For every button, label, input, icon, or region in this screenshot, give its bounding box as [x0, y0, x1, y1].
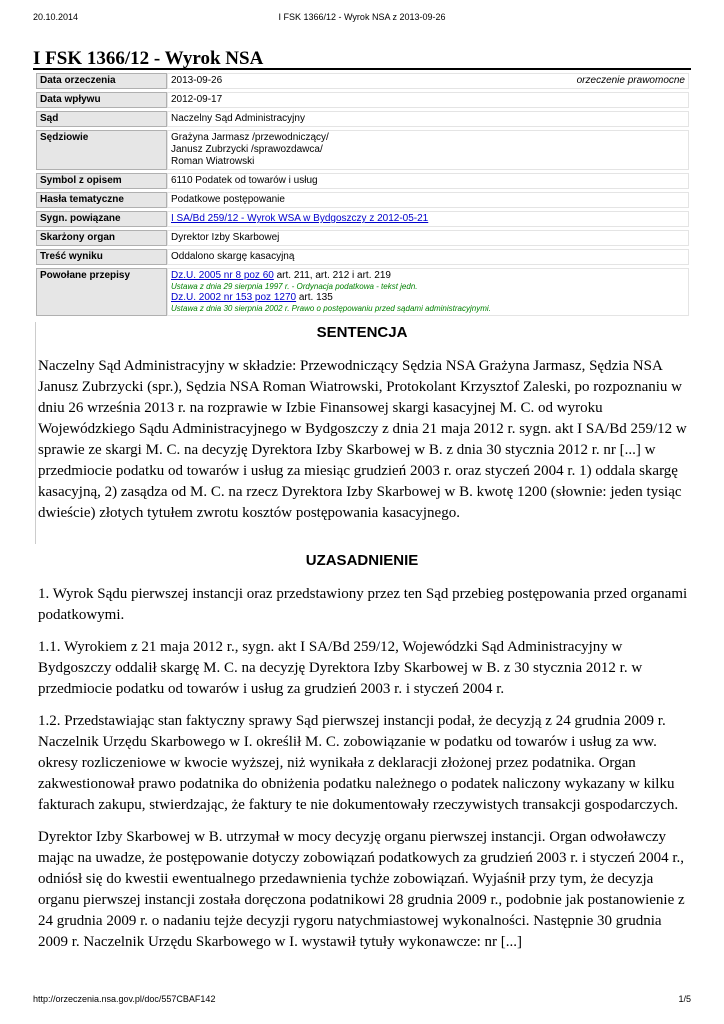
row-data-orzeczenia	[36, 73, 689, 89]
related-case-link[interactable]: I SA/Bd 259/12 - Wyrok WSA w Bydgoszczy z 2012-05-21	[171, 213, 429, 224]
page-url: http://orzeczenia.nsa.gov.pl/doc/557CBAF142	[33, 994, 216, 1004]
label-sedziowie: Sędziowie	[36, 130, 167, 170]
judge-name: Janusz Zubrzycki /sprawozdawca/	[171, 144, 323, 155]
label-data-wplywu: Data wpływu	[36, 92, 167, 108]
value-hasla: Podatkowe postępowanie	[167, 192, 689, 208]
page-title: I FSK 1366/12 - Wyrok NSA	[33, 48, 264, 69]
row-sygn	[36, 211, 689, 227]
label-sygn: Sygn. powiązane	[36, 211, 167, 227]
provision-link[interactable]: Dz.U. 2005 nr 8 poz 60	[171, 270, 274, 281]
value-symbol: 6110 Podatek od towarów i usług	[167, 173, 689, 189]
paragraph: 1.1. Wyrokiem z 21 maja 2012 r., sygn. akt I SA/Bd 259/12, Wojewódzki Sąd Administracyjny w Bydgoszczy oddalił skargę M. C. na decyzję Dyrektora Izby Skarbowej w B. z 30 stycznia 2012 r. w przedmiocie podatku od towarów i usług za grudzień 2003 r. i styczeń 2004 r.	[38, 639, 643, 697]
row-sedziowie	[36, 130, 689, 170]
provision-articles: art. 211, art. 212 i art. 219	[273, 270, 391, 281]
print-date: 20.10.2014	[33, 12, 79, 22]
label-data-orzeczenia: Data orzeczenia	[36, 73, 167, 89]
status-badge: orzeczenie prawomocne	[576, 75, 685, 86]
row-przepisy	[36, 268, 689, 316]
paragraph: 1. Wyrok Sądu pierwszej instancji oraz przedstawiony przez ten Sąd przebieg postępowania przed organami podatkowymi.	[38, 586, 688, 623]
provision-item	[171, 270, 685, 292]
label-organ: Skarżony organ	[36, 230, 167, 246]
value-data-wplywu: 2012-09-17	[167, 92, 689, 108]
row-symbol	[36, 173, 689, 189]
sentencja-text: Naczelny Sąd Administracyjny w składzie: Przewodniczący Sędzia NSA Grażyna Jarmasz, Sędzia NSA Janusz Zubrzycki (spr.), Sędzia NSA Roman Wiatrowski, Protokolant Krzysztof Zaleski, po rozpoznaniu w dniu 26 września 2013 r. na rozprawie w Izbie Finansowej skargi kasacyjnej M. C. od wyroku Wojewódzkiego Sądu Administracyjnego w Bydgoszczy z dnia 21 maja 2012 r. sygn. akt I SA/Bd 259/12 w sprawie ze skargi M. C. na decyzję Dyrektora Izby Skarbowej w B. z dnia 30 stycznia 2012 r. nr [...] w przedmiocie podatku od towarów i usług za miesiąc grudzień 2003 r. oraz styczeń 2004 r. 1) oddala skargę kasacyjną, 2) zasądza od M. C. na rzecz Dyrektora Izby Skarbowej w B. kwotę 1200 (słownie: jeden tysiąc dwieście) złotych tytułem zwrotu kosztów postępowania kasacyjnego.	[38, 358, 687, 521]
page-number: 1/5	[678, 994, 691, 1004]
row-wynik	[36, 249, 689, 265]
value-sad: Naczelny Sąd Administracyjny	[167, 111, 689, 127]
provision-articles: art. 135	[296, 292, 333, 303]
row-organ	[36, 230, 689, 246]
uzasadnienie-heading: UZASADNIENIE	[305, 552, 419, 569]
label-przepisy: Powołane przepisy	[36, 268, 167, 316]
provision-note: Ustawa z dnia 29 sierpnia 1997 r. - Ordynacja podatkowa - tekst jedn.	[171, 282, 418, 291]
value-organ: Dyrektor Izby Skarbowej	[167, 230, 689, 246]
label-sad: Sąd	[36, 111, 167, 127]
print-title: I FSK 1366/12 - Wyrok NSA z 2013-09-26	[278, 12, 446, 22]
row-data-wplywu	[36, 92, 689, 108]
judge-name: Grażyna Jarmasz /przewodniczący/	[171, 132, 329, 143]
label-hasla: Hasła tematyczne	[36, 192, 167, 208]
sentencja-section	[38, 356, 690, 535]
value-wynik: Oddalono skargę kasacyjną	[167, 249, 689, 265]
row-sad	[36, 111, 689, 127]
value-data-orzeczenia: 2013-09-26	[171, 75, 223, 86]
section-divider-line	[35, 322, 36, 544]
metadata-table	[36, 70, 689, 319]
provision-link[interactable]: Dz.U. 2002 nr 153 poz 1270	[171, 292, 297, 303]
sentencja-heading: SENTENCJA	[316, 324, 408, 341]
label-wynik: Treść wyniku	[36, 249, 167, 265]
row-hasla	[36, 192, 689, 208]
provision-item	[171, 292, 685, 314]
paragraph: Dyrektor Izby Skarbowej w B. utrzymał w mocy decyzję organu pierwszej instancji. Organ odwoławczy mając na uwadze, że postępowanie dotyczy zobowiązań podatkowych za grudzień 2003 r. i styczeń 2004 r., odniósł się do kwestii ewentualnego przedawnienia tychże zobowiązań. Wyjaśnił przy tym, że decyzja organu pierwszej instancji została doręczona podatnikowi 28 grudnia 2009 r., podobnie jak postanowienie z 24 grudnia 2009 r. o nadaniu tejże decyzji rygoru natychmiastowej wykonalności. Następnie 30 grudnia 2009 r. Naczelnik Urzędu Skarbowego w I. wystawił tytuły wykonawcze: nr [...]	[38, 829, 685, 950]
provision-note: Ustawa z dnia 30 sierpnia 2002 r. Prawo o postępowaniu przed sądami administracyjnymi.	[171, 304, 491, 313]
print-header	[33, 12, 691, 24]
judge-name: Roman Wiatrowski	[171, 156, 255, 167]
uzasadnienie-section	[38, 584, 690, 964]
print-footer	[33, 994, 691, 1004]
label-symbol: Symbol z opisem	[36, 173, 167, 189]
paragraph: 1.2. Przedstawiając stan faktyczny sprawy Sąd pierwszej instancji podał, że decyzją z 24 grudnia 2009 r. Naczelnik Urzędu Skarbowego w I. określił M. C. zobowiązanie w podatku od towarów i usług za ww. okresy rozliczeniowe w kwocie wyższej, niż wynikała z deklaracji złożonej przez podatnika. Organ zakwestionował prawo podatnika do obniżenia podatku należnego o podatek naliczony wykazany w kilku fakturach zakupu, stwierdzając, że faktury te nie dokumentowały rzeczywistych transakcji gospodarczych.	[38, 713, 679, 813]
